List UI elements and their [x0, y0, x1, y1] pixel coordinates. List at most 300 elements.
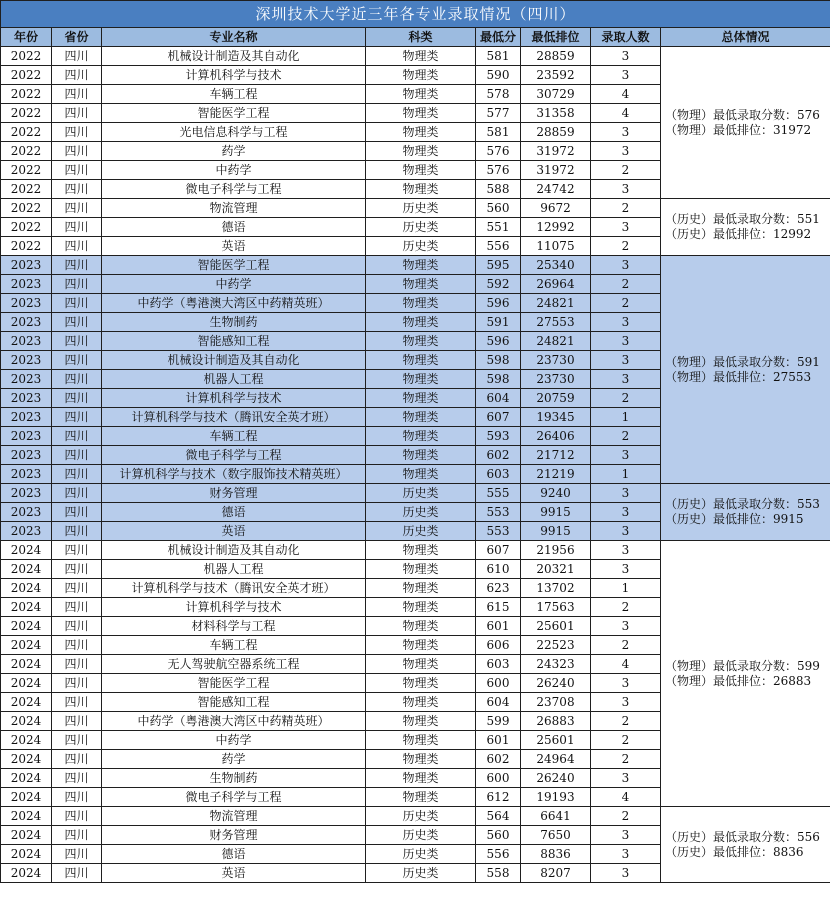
cell-province: 四川 — [52, 104, 102, 123]
cell-min-score: 598 — [476, 351, 521, 370]
cell-min-score: 603 — [476, 465, 521, 484]
cell-major: 中药学 — [102, 731, 366, 750]
cell-admitted: 2 — [591, 275, 661, 294]
table-row — [1, 541, 830, 560]
cell-min-rank: 20321 — [521, 560, 591, 579]
cell-major: 计算机科学与技术 — [102, 66, 366, 85]
cell-min-rank: 9915 — [521, 522, 591, 541]
cell-min-score: 592 — [476, 275, 521, 294]
cell-admitted: 3 — [591, 693, 661, 712]
cell-min-rank: 17563 — [521, 598, 591, 617]
cell-category: 物理类 — [366, 313, 476, 332]
cell-year: 2023 — [1, 370, 52, 389]
cell-category: 物理类 — [366, 712, 476, 731]
cell-province: 四川 — [52, 598, 102, 617]
cell-min-score: 607 — [476, 408, 521, 427]
cell-min-score: 595 — [476, 256, 521, 275]
cell-min-score: 558 — [476, 864, 521, 883]
cell-min-score: 556 — [476, 845, 521, 864]
cell-min-rank: 13702 — [521, 579, 591, 598]
cell-admitted: 2 — [591, 161, 661, 180]
cell-min-score: 601 — [476, 731, 521, 750]
cell-min-score: 578 — [476, 85, 521, 104]
cell-category: 物理类 — [366, 598, 476, 617]
cell-category: 物理类 — [366, 769, 476, 788]
cell-province: 四川 — [52, 579, 102, 598]
cell-province: 四川 — [52, 313, 102, 332]
cell-min-rank: 26964 — [521, 275, 591, 294]
cell-min-score: 603 — [476, 655, 521, 674]
table-title: 深圳技术大学近三年各专业录取情况（四川） — [1, 1, 830, 28]
cell-admitted: 2 — [591, 636, 661, 655]
cell-province: 四川 — [52, 655, 102, 674]
group-summary — [661, 199, 830, 256]
cell-admitted: 2 — [591, 427, 661, 446]
cell-category: 物理类 — [366, 66, 476, 85]
group-summary — [661, 807, 830, 883]
cell-min-score: 596 — [476, 294, 521, 313]
header-min-score: 最低分 — [476, 28, 521, 47]
cell-major: 计算机科学与技术（腾讯安全英才班） — [102, 408, 366, 427]
cell-major: 光电信息科学与工程 — [102, 123, 366, 142]
cell-major: 物流管理 — [102, 807, 366, 826]
cell-min-rank: 23708 — [521, 693, 591, 712]
header-summary: 总体情况 — [661, 28, 830, 47]
cell-year: 2024 — [1, 636, 52, 655]
cell-year: 2024 — [1, 674, 52, 693]
group-summary — [661, 256, 830, 484]
cell-category: 物理类 — [366, 294, 476, 313]
cell-min-rank: 9672 — [521, 199, 591, 218]
cell-admitted: 3 — [591, 769, 661, 788]
cell-category: 物理类 — [366, 541, 476, 560]
cell-admitted: 4 — [591, 104, 661, 123]
cell-province: 四川 — [52, 503, 102, 522]
group-summary — [661, 484, 830, 541]
cell-year: 2023 — [1, 313, 52, 332]
cell-year: 2024 — [1, 864, 52, 883]
cell-year: 2023 — [1, 275, 52, 294]
cell-min-score: 577 — [476, 104, 521, 123]
cell-min-score: 560 — [476, 826, 521, 845]
summary-min-rank: （物理）最低排位：27553 — [665, 369, 812, 384]
cell-min-score: 602 — [476, 750, 521, 769]
cell-year: 2022 — [1, 161, 52, 180]
cell-major: 机械设计制造及其自动化 — [102, 541, 366, 560]
cell-province: 四川 — [52, 541, 102, 560]
cell-year: 2023 — [1, 522, 52, 541]
cell-admitted: 3 — [591, 864, 661, 883]
cell-min-rank: 12992 — [521, 218, 591, 237]
cell-province: 四川 — [52, 294, 102, 313]
cell-year: 2022 — [1, 142, 52, 161]
cell-category: 物理类 — [366, 579, 476, 598]
cell-admitted: 2 — [591, 294, 661, 313]
cell-year: 2024 — [1, 845, 52, 864]
cell-province: 四川 — [52, 693, 102, 712]
cell-major: 中药学（粤港澳大湾区中药精英班） — [102, 712, 366, 731]
cell-major: 无人驾驶航空器系统工程 — [102, 655, 366, 674]
cell-min-rank: 24323 — [521, 655, 591, 674]
cell-category: 物理类 — [366, 85, 476, 104]
cell-category: 历史类 — [366, 484, 476, 503]
header-admitted: 录取人数 — [591, 28, 661, 47]
cell-category: 物理类 — [366, 180, 476, 199]
cell-year: 2024 — [1, 788, 52, 807]
cell-major: 德语 — [102, 218, 366, 237]
cell-admitted: 3 — [591, 617, 661, 636]
cell-min-score: 610 — [476, 560, 521, 579]
cell-category: 物理类 — [366, 693, 476, 712]
cell-major: 德语 — [102, 503, 366, 522]
cell-admitted: 2 — [591, 199, 661, 218]
cell-major: 中药学 — [102, 161, 366, 180]
cell-year: 2024 — [1, 712, 52, 731]
cell-year: 2023 — [1, 256, 52, 275]
cell-province: 四川 — [52, 237, 102, 256]
cell-min-score: 581 — [476, 47, 521, 66]
cell-admitted: 2 — [591, 750, 661, 769]
cell-year: 2024 — [1, 598, 52, 617]
cell-category: 物理类 — [366, 332, 476, 351]
cell-admitted: 4 — [591, 788, 661, 807]
cell-admitted: 1 — [591, 579, 661, 598]
cell-year: 2024 — [1, 731, 52, 750]
cell-min-score: 606 — [476, 636, 521, 655]
cell-major: 材料科学与工程 — [102, 617, 366, 636]
cell-province: 四川 — [52, 617, 102, 636]
group-summary — [661, 541, 830, 807]
cell-admitted: 2 — [591, 731, 661, 750]
cell-admitted: 3 — [591, 522, 661, 541]
cell-major: 机械设计制造及其自动化 — [102, 351, 366, 370]
cell-admitted: 3 — [591, 66, 661, 85]
cell-min-score: 604 — [476, 389, 521, 408]
cell-major: 微电子科学与工程 — [102, 180, 366, 199]
summary-min-score: （历史）最低录取分数：553 — [665, 497, 820, 511]
cell-admitted: 3 — [591, 256, 661, 275]
table-row — [1, 256, 830, 275]
cell-province: 四川 — [52, 636, 102, 655]
cell-category: 历史类 — [366, 807, 476, 826]
cell-major: 财务管理 — [102, 484, 366, 503]
header-major: 专业名称 — [102, 28, 366, 47]
table-row — [1, 47, 830, 66]
cell-major: 物流管理 — [102, 199, 366, 218]
cell-min-rank: 24821 — [521, 294, 591, 313]
cell-category: 物理类 — [366, 750, 476, 769]
cell-admitted: 3 — [591, 332, 661, 351]
cell-year: 2023 — [1, 503, 52, 522]
cell-province: 四川 — [52, 199, 102, 218]
cell-min-score: 553 — [476, 503, 521, 522]
cell-admitted: 3 — [591, 503, 661, 522]
cell-major: 中药学 — [102, 275, 366, 294]
cell-min-score: 601 — [476, 617, 521, 636]
cell-min-score: 623 — [476, 579, 521, 598]
cell-category: 物理类 — [366, 674, 476, 693]
table-row — [1, 484, 830, 503]
cell-min-score: 590 — [476, 66, 521, 85]
cell-min-score: 581 — [476, 123, 521, 142]
cell-major: 德语 — [102, 845, 366, 864]
cell-min-score: 602 — [476, 446, 521, 465]
cell-province: 四川 — [52, 142, 102, 161]
cell-min-rank: 23592 — [521, 66, 591, 85]
cell-year: 2022 — [1, 218, 52, 237]
cell-admitted: 3 — [591, 541, 661, 560]
cell-category: 物理类 — [366, 465, 476, 484]
cell-category: 历史类 — [366, 503, 476, 522]
cell-min-score: 553 — [476, 522, 521, 541]
cell-min-rank: 28859 — [521, 123, 591, 142]
cell-category: 物理类 — [366, 408, 476, 427]
cell-year: 2022 — [1, 66, 52, 85]
cell-min-score: 591 — [476, 313, 521, 332]
cell-province: 四川 — [52, 712, 102, 731]
cell-year: 2023 — [1, 465, 52, 484]
summary-min-rank: （物理）最低排位：26883 — [665, 673, 812, 688]
cell-province: 四川 — [52, 484, 102, 503]
cell-year: 2024 — [1, 769, 52, 788]
cell-min-rank: 25340 — [521, 256, 591, 275]
table-row — [1, 199, 830, 218]
cell-category: 物理类 — [366, 275, 476, 294]
cell-min-rank: 30729 — [521, 85, 591, 104]
cell-min-score: 600 — [476, 769, 521, 788]
cell-year: 2023 — [1, 484, 52, 503]
header-row — [1, 28, 830, 47]
cell-province: 四川 — [52, 446, 102, 465]
cell-major: 智能医学工程 — [102, 674, 366, 693]
cell-year: 2023 — [1, 389, 52, 408]
cell-major: 生物制药 — [102, 313, 366, 332]
cell-year: 2022 — [1, 199, 52, 218]
cell-province: 四川 — [52, 66, 102, 85]
cell-min-rank: 7650 — [521, 826, 591, 845]
cell-major: 智能医学工程 — [102, 256, 366, 275]
cell-year: 2022 — [1, 237, 52, 256]
cell-admitted: 3 — [591, 484, 661, 503]
cell-province: 四川 — [52, 351, 102, 370]
cell-min-rank: 31972 — [521, 142, 591, 161]
cell-min-rank: 21219 — [521, 465, 591, 484]
cell-min-score: 588 — [476, 180, 521, 199]
cell-admitted: 3 — [591, 47, 661, 66]
cell-year: 2024 — [1, 807, 52, 826]
cell-admitted: 2 — [591, 389, 661, 408]
cell-min-rank: 19345 — [521, 408, 591, 427]
cell-min-score: 560 — [476, 199, 521, 218]
cell-province: 四川 — [52, 674, 102, 693]
cell-min-rank: 24742 — [521, 180, 591, 199]
summary-min-score: （历史）最低录取分数：556 — [665, 829, 820, 844]
cell-min-score: 593 — [476, 427, 521, 446]
cell-year: 2022 — [1, 123, 52, 142]
cell-year: 2024 — [1, 541, 52, 560]
cell-year: 2023 — [1, 446, 52, 465]
cell-major: 智能医学工程 — [102, 104, 366, 123]
cell-category: 历史类 — [366, 826, 476, 845]
cell-admitted: 3 — [591, 674, 661, 693]
cell-province: 四川 — [52, 560, 102, 579]
cell-min-rank: 19193 — [521, 788, 591, 807]
cell-major: 车辆工程 — [102, 85, 366, 104]
cell-category: 物理类 — [366, 370, 476, 389]
cell-province: 四川 — [52, 85, 102, 104]
cell-min-rank: 22523 — [521, 636, 591, 655]
cell-min-score: 599 — [476, 712, 521, 731]
cell-province: 四川 — [52, 332, 102, 351]
cell-province: 四川 — [52, 731, 102, 750]
summary-min-rank: （历史）最低排位：9915 — [665, 512, 804, 526]
table-row — [1, 807, 830, 826]
cell-major: 药学 — [102, 142, 366, 161]
cell-year: 2022 — [1, 180, 52, 199]
cell-min-rank: 8207 — [521, 864, 591, 883]
cell-major: 财务管理 — [102, 826, 366, 845]
cell-major: 微电子科学与工程 — [102, 788, 366, 807]
cell-province: 四川 — [52, 47, 102, 66]
cell-category: 物理类 — [366, 427, 476, 446]
cell-min-rank: 24821 — [521, 332, 591, 351]
cell-year: 2023 — [1, 332, 52, 351]
cell-province: 四川 — [52, 218, 102, 237]
cell-province: 四川 — [52, 807, 102, 826]
cell-category: 物理类 — [366, 351, 476, 370]
summary-min-rank: （物理）最低排位：31972 — [665, 122, 812, 137]
cell-min-rank: 26883 — [521, 712, 591, 731]
cell-min-score: 615 — [476, 598, 521, 617]
cell-category: 物理类 — [366, 560, 476, 579]
cell-min-rank: 25601 — [521, 731, 591, 750]
cell-year: 2024 — [1, 693, 52, 712]
cell-category: 历史类 — [366, 845, 476, 864]
cell-category: 物理类 — [366, 788, 476, 807]
cell-major: 车辆工程 — [102, 636, 366, 655]
cell-category: 历史类 — [366, 522, 476, 541]
cell-major: 中药学（粤港澳大湾区中药精英班） — [102, 294, 366, 313]
cell-major: 计算机科学与技术 — [102, 389, 366, 408]
cell-major: 计算机科学与技术 — [102, 598, 366, 617]
cell-year: 2024 — [1, 579, 52, 598]
cell-year: 2023 — [1, 427, 52, 446]
cell-year: 2022 — [1, 85, 52, 104]
cell-admitted: 2 — [591, 807, 661, 826]
cell-major: 机器人工程 — [102, 560, 366, 579]
cell-category: 物理类 — [366, 161, 476, 180]
cell-admitted: 3 — [591, 560, 661, 579]
cell-province: 四川 — [52, 769, 102, 788]
cell-major: 计算机科学与技术（数字服饰技术精英班） — [102, 465, 366, 484]
cell-min-rank: 24964 — [521, 750, 591, 769]
cell-category: 物理类 — [366, 655, 476, 674]
cell-major: 药学 — [102, 750, 366, 769]
cell-min-rank: 21712 — [521, 446, 591, 465]
cell-min-score: 555 — [476, 484, 521, 503]
table-body — [1, 47, 830, 883]
cell-min-rank: 26406 — [521, 427, 591, 446]
header-min-rank: 最低排位 — [521, 28, 591, 47]
cell-category: 物理类 — [366, 389, 476, 408]
cell-min-rank: 9240 — [521, 484, 591, 503]
cell-province: 四川 — [52, 788, 102, 807]
cell-year: 2023 — [1, 351, 52, 370]
cell-min-rank: 25601 — [521, 617, 591, 636]
cell-category: 物理类 — [366, 617, 476, 636]
cell-min-rank: 6641 — [521, 807, 591, 826]
cell-min-score: 600 — [476, 674, 521, 693]
cell-min-score: 551 — [476, 218, 521, 237]
cell-province: 四川 — [52, 522, 102, 541]
cell-major: 生物制药 — [102, 769, 366, 788]
cell-province: 四川 — [52, 123, 102, 142]
cell-admitted: 3 — [591, 313, 661, 332]
cell-year: 2024 — [1, 826, 52, 845]
summary-min-rank: （历史）最低排位：8836 — [665, 844, 804, 859]
cell-province: 四川 — [52, 427, 102, 446]
cell-major: 英语 — [102, 237, 366, 256]
group-summary — [661, 47, 830, 199]
cell-min-rank: 26240 — [521, 769, 591, 788]
cell-admitted: 2 — [591, 712, 661, 731]
cell-admitted: 3 — [591, 370, 661, 389]
cell-min-rank: 23730 — [521, 370, 591, 389]
cell-year: 2024 — [1, 750, 52, 769]
cell-category: 物理类 — [366, 256, 476, 275]
cell-category: 历史类 — [366, 218, 476, 237]
cell-year: 2023 — [1, 294, 52, 313]
cell-major: 车辆工程 — [102, 427, 366, 446]
cell-min-score: 556 — [476, 237, 521, 256]
header-province: 省份 — [52, 28, 102, 47]
cell-year: 2024 — [1, 617, 52, 636]
cell-major: 机械设计制造及其自动化 — [102, 47, 366, 66]
cell-min-rank: 8836 — [521, 845, 591, 864]
cell-min-rank: 28859 — [521, 47, 591, 66]
cell-min-rank: 9915 — [521, 503, 591, 522]
cell-admitted: 3 — [591, 826, 661, 845]
cell-province: 四川 — [52, 275, 102, 294]
cell-min-rank: 27553 — [521, 313, 591, 332]
cell-admitted: 3 — [591, 123, 661, 142]
cell-admitted: 3 — [591, 446, 661, 465]
cell-category: 物理类 — [366, 123, 476, 142]
cell-admitted: 3 — [591, 218, 661, 237]
cell-major: 英语 — [102, 864, 366, 883]
summary-min-score: （物理）最低录取分数：591 — [665, 354, 820, 369]
cell-min-rank: 20759 — [521, 389, 591, 408]
cell-min-score: 607 — [476, 541, 521, 560]
cell-province: 四川 — [52, 465, 102, 484]
cell-min-score: 564 — [476, 807, 521, 826]
cell-admitted: 2 — [591, 598, 661, 617]
cell-min-rank: 21956 — [521, 541, 591, 560]
cell-major: 英语 — [102, 522, 366, 541]
cell-admitted: 1 — [591, 408, 661, 427]
cell-min-rank: 26240 — [521, 674, 591, 693]
cell-year: 2023 — [1, 408, 52, 427]
cell-province: 四川 — [52, 826, 102, 845]
cell-category: 历史类 — [366, 864, 476, 883]
cell-admitted: 3 — [591, 351, 661, 370]
cell-category: 历史类 — [366, 199, 476, 218]
summary-min-score: （物理）最低录取分数：576 — [665, 107, 820, 122]
cell-major: 计算机科学与技术（腾讯安全英才班） — [102, 579, 366, 598]
cell-min-score: 596 — [476, 332, 521, 351]
cell-min-score: 576 — [476, 161, 521, 180]
cell-min-rank: 23730 — [521, 351, 591, 370]
